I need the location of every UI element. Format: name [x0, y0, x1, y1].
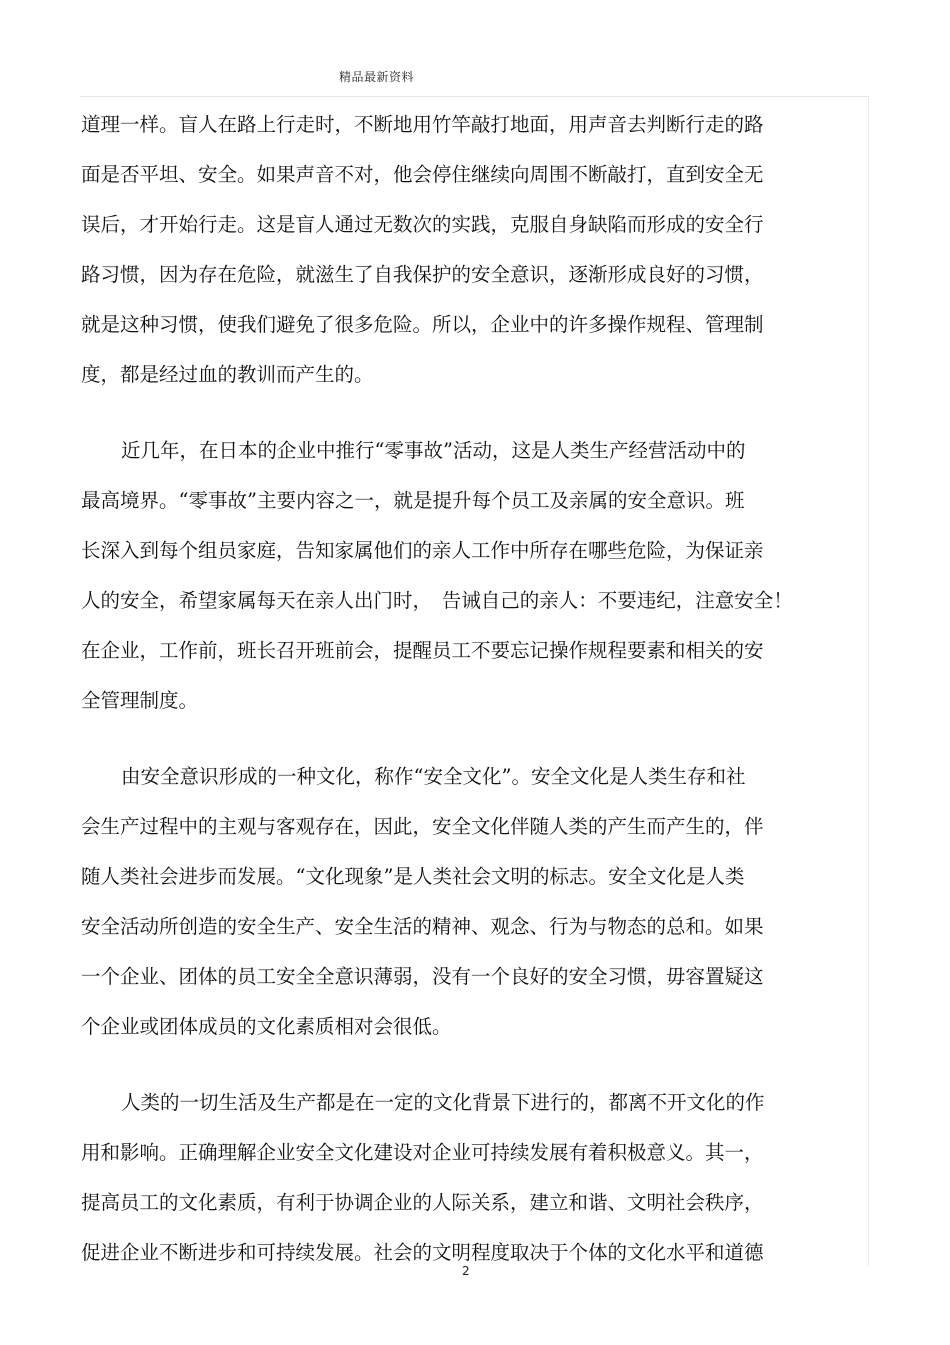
text-line: 最高境界。“零事故”主要内容之一，就是提升每个员工及亲属的安全意识。班 — [81, 489, 745, 512]
text-line: 人类的一切生活及生产都是在一定的文化背景下进行的，都离不开文化的作 — [121, 1091, 765, 1114]
text-line: 全管理制度。 — [81, 689, 199, 712]
text-line: 误后，才开始行走。这是盲人通过无数次的实践，克服自身缺陷而形成的安全行 — [81, 213, 764, 236]
text-line: 随人类社会进步而发展。“文化现象”是人类社会文明的标志。安全文化是人类 — [81, 865, 745, 888]
text-line: 路习惯，因为存在危险，就滋生了自我保护的安全意识，逐渐形成良好的习惯， — [81, 263, 764, 286]
paragraph-spacer — [81, 400, 841, 426]
text-line: 用和影响。正确理解企业安全文化建设对企业可持续发展有着积极意义。其一， — [81, 1141, 764, 1164]
document-body — [81, 100, 841, 1278]
text-line: 一个企业、团体的员工安全全意识薄弱，没有一个良好的安全习惯，毋容置疑这 — [81, 965, 764, 988]
page-number: 2 — [462, 1264, 470, 1278]
text-line: 安全活动所创造的安全生产、安全生活的精神、观念、行为与物态的总和。如果 — [81, 915, 764, 938]
paragraph-spacer — [81, 1052, 841, 1078]
text-line: 度，都是经过血的教训而产生的。 — [81, 363, 374, 386]
paragraph-spacer — [81, 726, 841, 752]
right-margin-line — [868, 96, 869, 1266]
text-line: 道理一样。盲人在路上行走时，不断地用竹竿敲打地面，用声音去判断行走的路 — [81, 113, 764, 136]
text-line: 面是否平坦、安全。如果声音不对，他会停住继续向周围不断敲打，直到安全无 — [81, 163, 764, 186]
text-line: 长深入到每个组员家庭，告知家属他们的亲人工作中所存在哪些危险，为保证亲 — [81, 539, 764, 562]
text-line: 近几年，在日本的企业中推行“零事故”活动，这是人类生产经营活动中的 — [121, 439, 746, 462]
text-line: 个企业或团体成员的文化素质相对会很低。 — [81, 1015, 452, 1038]
paragraph — [81, 100, 841, 400]
paragraph — [81, 426, 841, 726]
text-line: 由安全意识形成的一种文化，称作“安全文化”。安全文化是人类生存和社 — [121, 765, 746, 788]
text-line: 提高员工的文化素质，有利于协调企业的人际关系，建立和谐、文明社会秩序， — [81, 1191, 764, 1214]
text-line: 会生产过程中的主观与客观存在，因此，安全文化伴随人类的产生而产生的，伴 — [81, 815, 764, 838]
text-line: 在企业，工作前，班长召开班前会，提醒员工不要忘记操作规程要素和相关的安 — [81, 639, 764, 662]
page-header: 精品最新资料 — [339, 70, 415, 84]
paragraph — [81, 752, 841, 1052]
paragraph — [81, 1078, 841, 1278]
text-line: 就是这种习惯，使我们避免了很多危险。所以，企业中的许多操作规程、管理制 — [81, 313, 764, 336]
header-divider — [80, 96, 868, 97]
text-line: 促进企业不断进步和可持续发展。社会的文明程度取决于个体的文化水平和道德 — [81, 1241, 764, 1264]
text-line: 人的安全，希望家属每天在亲人出门时， 告诫自己的亲人：不要违纪，注意安全！ — [81, 589, 793, 612]
